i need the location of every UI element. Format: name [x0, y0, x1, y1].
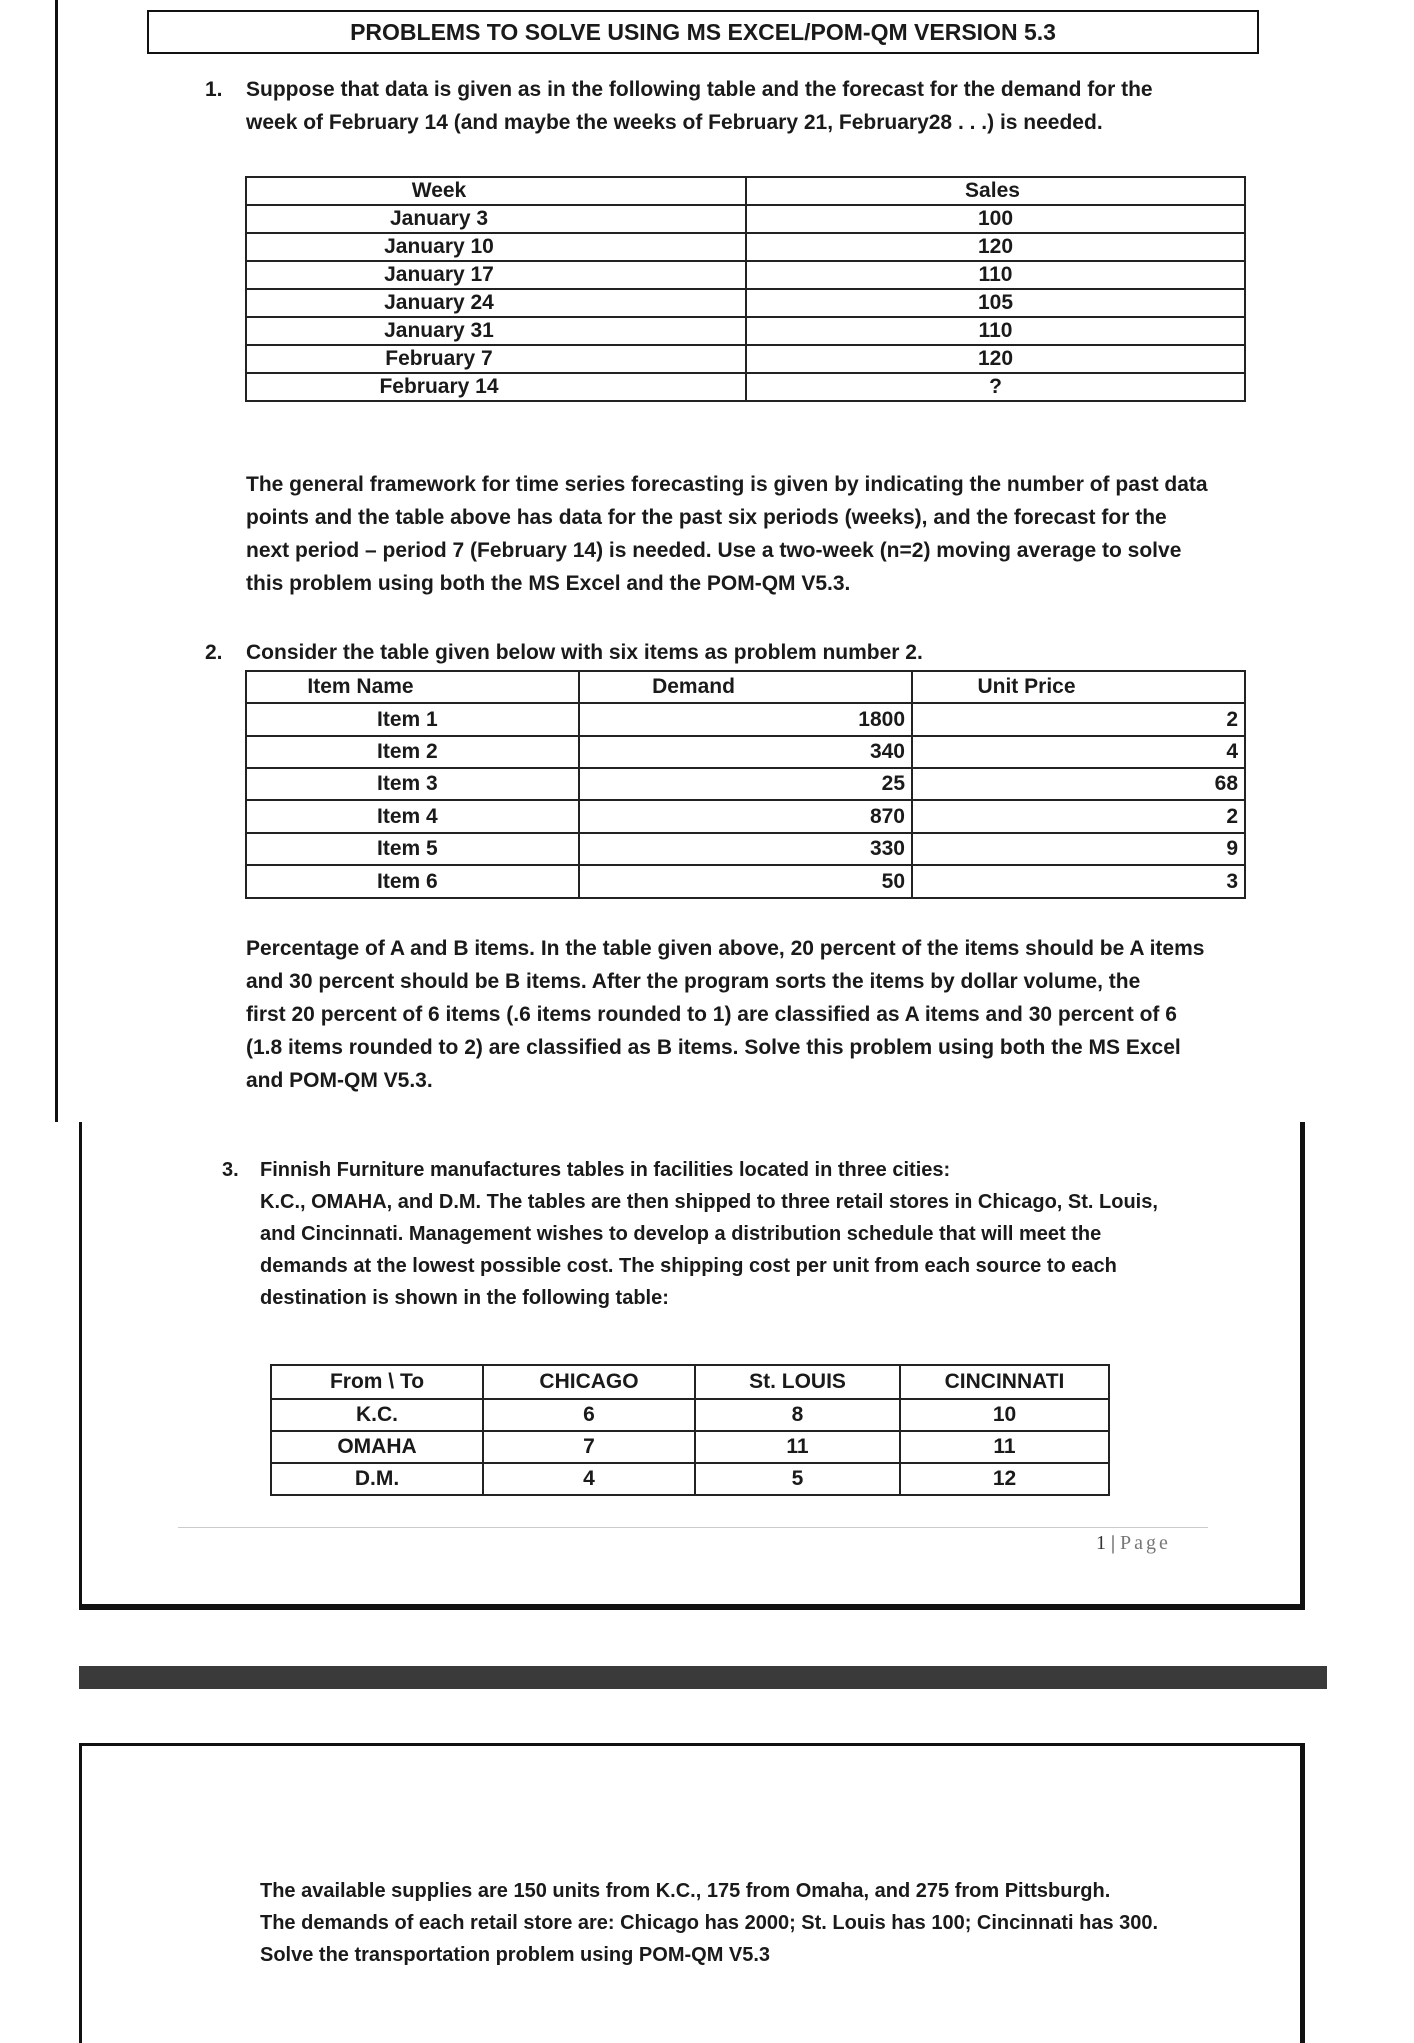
- cost-cell: 11: [695, 1431, 900, 1463]
- source-cell: OMAHA: [271, 1431, 483, 1463]
- cost-cell: 8: [695, 1399, 900, 1431]
- q1-text-line: The general framework for time series forecasting is given by indicating the number of past data: [246, 473, 1208, 496]
- header-cincinnati: CINCINNATI: [900, 1365, 1109, 1399]
- sales-cell: ?: [746, 373, 1245, 401]
- page-title: PROBLEMS TO SOLVE USING MS EXCEL/POM-QM VERSION 5.3: [147, 10, 1259, 54]
- cost-cell: 7: [483, 1431, 695, 1463]
- q2-text-line: Percentage of A and B items. In the table given above, 20 percent of the items should be A items: [246, 937, 1205, 960]
- q2-text-line: and POM-QM V5.3.: [246, 1069, 433, 1092]
- sales-cell: 110: [746, 317, 1245, 345]
- demand-cell: 330: [579, 833, 912, 865]
- sales-cell: 120: [746, 345, 1245, 373]
- cost-cell: 11: [900, 1431, 1109, 1463]
- table-row: [246, 261, 1245, 289]
- cost-cell: 12: [900, 1463, 1109, 1495]
- q1-description: [246, 468, 1246, 600]
- item-name-cell: Item 4: [246, 800, 579, 833]
- page2-text-line: The available supplies are 150 units from K.C., 175 from Omaha, and 275 from Pittsburgh.: [260, 1880, 1111, 1902]
- week-cell: January 24: [246, 289, 746, 317]
- item-name-cell: Item 1: [246, 703, 579, 736]
- header-chicago: CHICAGO: [483, 1365, 695, 1399]
- q1-text-line: next period – period 7 (February 14) is needed. Use a two-week (n=2) moving average to solve: [246, 539, 1182, 562]
- item-name-cell: Item 3: [246, 768, 579, 800]
- page2-text-line: Solve the transportation problem using POM-QM V5.3: [260, 1944, 771, 1966]
- source-cell: D.M.: [271, 1463, 483, 1495]
- q1-intro: [246, 73, 1246, 139]
- q1-intro-line: Suppose that data is given as in the following table and the forecast for the demand for the: [246, 78, 1153, 101]
- cost-cell: 6: [483, 1399, 695, 1431]
- unit-price-cell: 3: [912, 865, 1245, 898]
- page2-text: [260, 1875, 1260, 1971]
- table-row: [271, 1399, 1109, 1431]
- table-row: [246, 800, 1245, 833]
- unit-price-cell: 2: [912, 800, 1245, 833]
- unit-price-cell: 68: [912, 768, 1245, 800]
- q1-text-line: points and the table above has data for the past six periods (weeks), and the forecast for the: [246, 506, 1167, 529]
- q2-description: [246, 932, 1246, 1097]
- table-row: [246, 865, 1245, 898]
- page-left-border: [55, 0, 58, 1122]
- demand-cell: 870: [579, 800, 912, 833]
- table-row: [246, 768, 1245, 800]
- q1-intro-line: week of February 14 (and maybe the weeks of February 21, February28 . . .) is needed.: [246, 111, 1103, 134]
- demand-cell: 340: [579, 736, 912, 768]
- header-from-to: From \ To: [271, 1365, 483, 1399]
- table-row: [271, 1431, 1109, 1463]
- table-row: [246, 833, 1245, 865]
- source-cell: K.C.: [271, 1399, 483, 1431]
- table-header-row: [271, 1365, 1109, 1399]
- q3-text-line: destination is shown in the following table:: [260, 1287, 669, 1309]
- header-unit-price: Unit Price: [912, 671, 1245, 703]
- q3-text-line: Finnish Furniture manufactures tables in facilities located in three cities:: [260, 1159, 951, 1181]
- page2-text-line: The demands of each retail store are: Chicago has 2000; St. Louis has 100; Cincinnati has 300.: [260, 1912, 1159, 1934]
- footer-rule: [178, 1527, 1208, 1528]
- footer-separator: |: [1111, 1532, 1116, 1554]
- q2-number: 2.: [205, 641, 223, 664]
- q3-shipping-cost-table: [270, 1364, 1110, 1496]
- q2-items-table: [245, 670, 1246, 899]
- cost-cell: 4: [483, 1463, 695, 1495]
- item-name-cell: Item 2: [246, 736, 579, 768]
- sales-cell: 105: [746, 289, 1245, 317]
- unit-price-cell: 4: [912, 736, 1245, 768]
- page-footer: [1096, 1532, 1171, 1555]
- footer-page-label: Page: [1120, 1532, 1171, 1554]
- sales-cell: 120: [746, 233, 1245, 261]
- demand-cell: 1800: [579, 703, 912, 736]
- q2-text-line: and 30 percent should be B items. After the program sorts the items by dollar volume, the: [246, 970, 1141, 993]
- header-item-name: Item Name: [246, 671, 579, 703]
- q2-text-line: first 20 percent of 6 items (.6 items rounded to 1) are classified as A items and 30 percent of 6: [246, 1003, 1177, 1026]
- table-row: [246, 345, 1245, 373]
- q3-text-line: K.C., OMAHA, and D.M. The tables are then shipped to three retail stores in Chicago, St. Louis,: [260, 1191, 1158, 1213]
- table-header-row: [246, 671, 1245, 703]
- q3-text-line: and Cincinnati. Management wishes to develop a distribution schedule that will meet the: [260, 1223, 1102, 1245]
- item-name-cell: Item 5: [246, 833, 579, 865]
- q3-text-line: demands at the lowest possible cost. The shipping cost per unit from each source to each: [260, 1255, 1117, 1277]
- week-cell: February 7: [246, 345, 746, 373]
- unit-price-cell: 2: [912, 703, 1245, 736]
- table-row: [271, 1463, 1109, 1495]
- q3-number: 3.: [222, 1159, 239, 1181]
- sales-cell: 100: [746, 205, 1245, 233]
- table-row: [246, 289, 1245, 317]
- page-divider: [79, 1666, 1327, 1689]
- q3-description: [260, 1154, 1204, 1314]
- week-cell: January 10: [246, 233, 746, 261]
- q2-text-line: (1.8 items rounded to 2) are classified as B items. Solve this problem using both the MS Excel: [246, 1036, 1181, 1059]
- week-cell: January 17: [246, 261, 746, 289]
- week-cell: January 3: [246, 205, 746, 233]
- table-row: [246, 233, 1245, 261]
- cost-cell: 10: [900, 1399, 1109, 1431]
- q1-sales-table: [245, 176, 1246, 402]
- demand-cell: 50: [579, 865, 912, 898]
- q2-intro: Consider the table given below with six items as problem number 2.: [246, 641, 923, 664]
- week-cell: February 14: [246, 373, 746, 401]
- header-st-louis: St. LOUIS: [695, 1365, 900, 1399]
- header-demand: Demand: [579, 671, 912, 703]
- week-cell: January 31: [246, 317, 746, 345]
- table-header-row: [246, 177, 1245, 205]
- q1-text-line: this problem using both the MS Excel and the POM-QM V5.3.: [246, 572, 851, 595]
- table-row: [246, 317, 1245, 345]
- table-row: [246, 205, 1245, 233]
- cost-cell: 5: [695, 1463, 900, 1495]
- header-sales: Sales: [746, 177, 1245, 205]
- sales-cell: 110: [746, 261, 1245, 289]
- header-week: Week: [246, 177, 746, 205]
- unit-price-cell: 9: [912, 833, 1245, 865]
- footer-page-number: 1: [1096, 1532, 1106, 1554]
- table-row: [246, 736, 1245, 768]
- table-row: [246, 373, 1245, 401]
- item-name-cell: Item 6: [246, 865, 579, 898]
- q1-number: 1.: [205, 78, 223, 101]
- demand-cell: 25: [579, 768, 912, 800]
- table-row: [246, 703, 1245, 736]
